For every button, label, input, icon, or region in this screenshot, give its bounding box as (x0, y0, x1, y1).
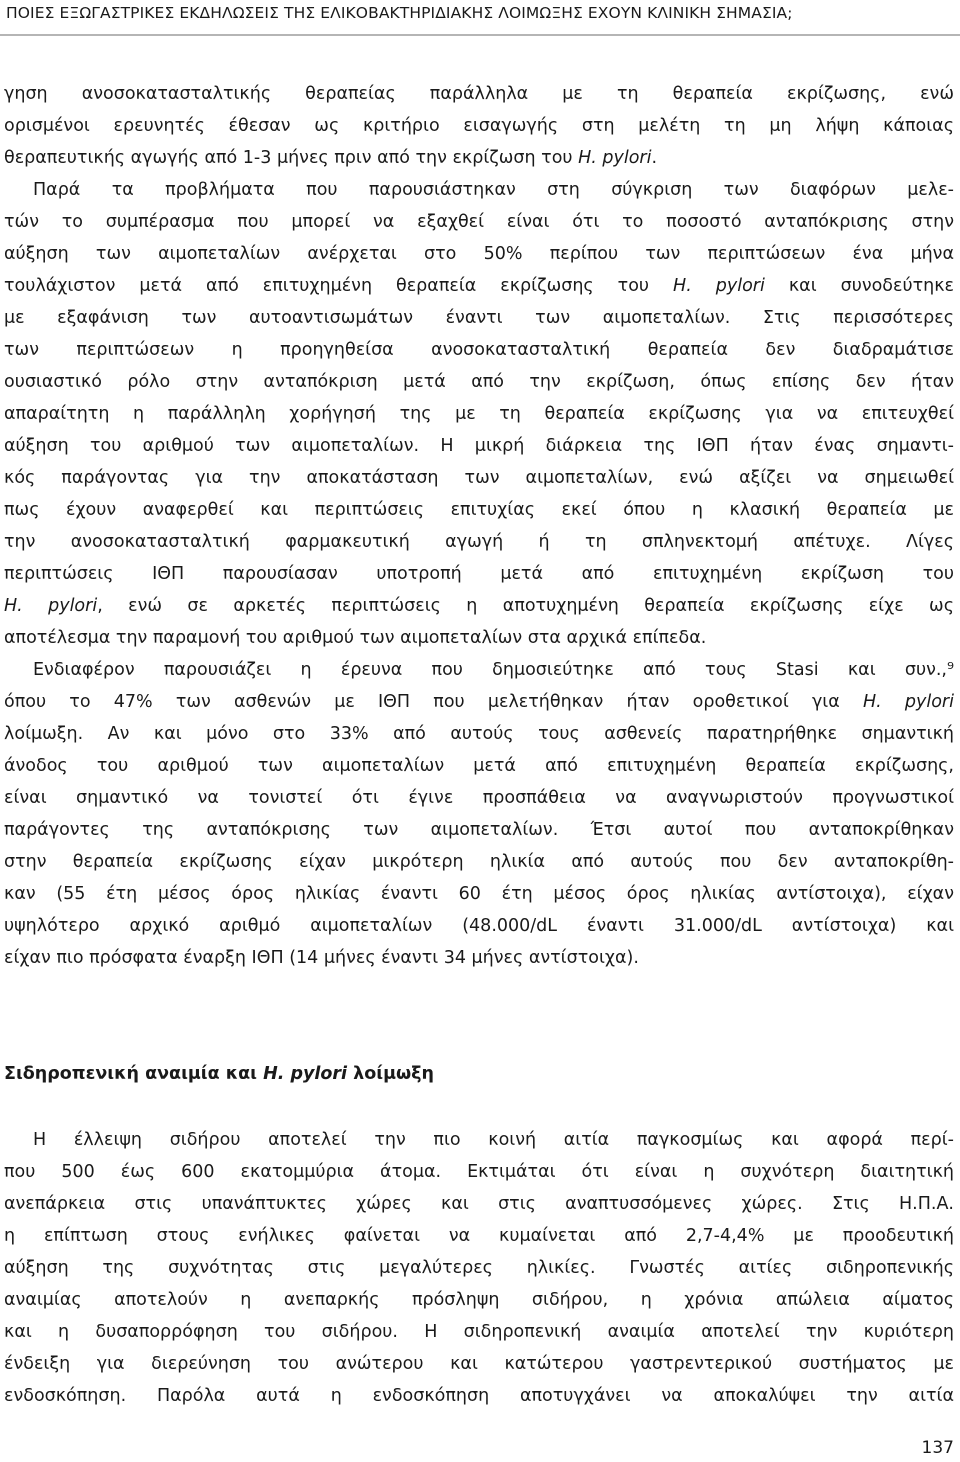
text-line: θεραπευτικής αγωγής από 1-3 μήνες πριν από την εκρίζωση του Η. pylori. (4, 148, 658, 168)
section-1-text (4, 78, 954, 974)
text-line: όπου το 47% των ασθενών με ΙΘΠ που μελετήθηκαν ήταν οροθετικοί για Η. pylori (4, 692, 954, 712)
text-line: η επίπτωση στους ενήλικες φαίνεται να κυμαίνεται από 2,7-4,4% με προοδευτική (4, 1226, 954, 1246)
text-line: γηση ανοσοκατασταλτικής θεραπείας παράλληλα με τη θεραπεία εκρίζωσης, ενώ (4, 84, 954, 104)
text-line: κός παράγοντας για την αποκατάσταση των αιμοπεταλίων, ενώ αξίζει να σημειωθεί (4, 468, 954, 488)
text-line: άνοδος του αριθμού των αιμοπεταλίων μετά από επιτυχημένη θεραπεία εκρίζωσης, (4, 756, 954, 776)
text-line: καν (55 έτη μέσος όρος ηλικίας έναντι 60 έτη μέσος όρος ηλικίας αντίστοιχα), είχαν (4, 884, 954, 904)
text-line: ορισμένοι ερευνητές έθεσαν ως κριτήριο εισαγωγής στη μελέτη τη μη λήψη κάποιας (4, 116, 954, 136)
text-line: και η δυσαπορρόφηση του σιδήρου. Η σιδηροπενική αναιμία αποτελεί την κυριότερη (4, 1322, 954, 1342)
page-number: 137 (921, 1438, 954, 1458)
text-line: Η. pylori, ενώ σε αρκετές περιπτώσεις η αποτυχημένη θεραπεία εκρίζωσης είχε ως (4, 596, 954, 616)
text-line: υψηλότερο αρχικό αριθμό αιμοπεταλίων (48.000/dL έναντι 31.000/dL αντίστοιχα) και (4, 916, 954, 936)
running-header: ΠΟΙΕΣ ΕΞΩΓΑΣΤΡΙΚΕΣ ΕΚΔΗΛΩΣΕΙΣ ΤΗΣ ΕΛΙΚΟΒΑΚΤΗΡΙΔΙΑΚΗΣ ΛΟΙΜΩΞΗΣ ΕΧΟΥΝ ΚΛΙΝΙΚΗ ΣΗΜΑΣΙΑ; (6, 4, 793, 22)
text-line: ουσιαστικό ρόλο στην ανταπόκριση μετά από την εκρίζωση, όπως επίσης δεν ήταν (4, 372, 954, 392)
text-line: περιπτώσεις ΙΘΠ παρουσίασαν υποτροπή μετά από επιτυχημένη εκρίζωση του (4, 564, 954, 584)
text-line: λοίμωξη. Αν και μόνο στο 33% από αυτούς τους ασθενείς παρατηρήθηκε σημαντική (4, 724, 954, 744)
text-line: αύξηση των αιμοπεταλίων ανέρχεται στο 50% περίπου των περιπτώσεων ένα μήνα (4, 244, 954, 264)
text-line: ανεπάρκεια στις υπανάπτυκτες χώρες και στις αναπτυσσόμενες χώρες. Στις Η.Π.Α. (4, 1194, 954, 1214)
text-line: τουλάχιστον μετά από επιτυχημένη θεραπεία εκρίζωσης του Η. pylori και συνοδεύτηκε (4, 276, 954, 296)
text-line: στην θεραπεία εκρίζωσης είχαν μικρότερη ηλικία από αυτούς που δεν ανταποκρίθη- (4, 852, 954, 872)
text-line: με εξαφάνιση των αυτοαντισωμάτων έναντι των αιμοπεταλίων. Στις περισσότερες (4, 308, 954, 328)
text-line: ένδειξη για διερεύνηση του ανώτερου και κατώτερου γαστρεντερικού συστήματος με (4, 1354, 954, 1374)
text-line: πως έχουν αναφερθεί και περιπτώσεις επιτυχίας εκεί όπου η κλασική θεραπεία με (4, 500, 954, 520)
text-line: είχαν πιο πρόσφατα έναρξη ΙΘΠ (14 μήνες έναντι 34 μήνες αντίστοιχα). (4, 948, 639, 968)
text-line: αύξηση του αριθμού των αιμοπεταλίων. Η μικρή διάρκεια της ΙΘΠ ήταν ένας σημαντι- (4, 436, 954, 456)
text-line: που 500 έως 600 εκατομμύρια άτομα. Εκτιμάται ότι είναι η συχνότερη διαιτητική (4, 1162, 954, 1182)
text-line: Ενδιαφέρον παρουσιάζει η έρευνα που δημοσιεύτηκε από τους Stasi και συν.,⁹ (33, 660, 954, 680)
text-line: ενδοσκόπηση. Παρόλα αυτά η ενδοσκόπηση αποτυγχάνει να αποκαλύψει την αιτία (4, 1386, 954, 1406)
text-line: Παρά τα προβλήματα που παρουσιάστηκαν στη σύγκριση των διαφόρων μελε- (33, 180, 954, 200)
section-2-text (4, 1124, 954, 1412)
text-line: παράγοντες της ανταπόκρισης των αιμοπεταλίων. Έτσι αυτοί που ανταποκρίθηκαν (4, 820, 954, 840)
text-line: τών το συμπέρασμα που μπορεί να εξαχθεί είναι ότι το ποσοστό ανταπόκρισης στην (4, 212, 954, 232)
text-line: είναι σημαντικό να τονιστεί ότι έγινε προσπάθεια να αναγνωριστούν προγνωστικοί (4, 788, 954, 808)
section-heading: Σιδηροπενική αναιμία και Η. pylori λοίμωξη (4, 1064, 434, 1084)
text-line: αποτέλεσμα την παραμονή του αριθμού των αιμοπεταλίων στα αρχικά επίπεδα. (4, 628, 707, 648)
header-divider (0, 34, 960, 36)
text-line: αύξηση της συχνότητας στις μεγαλύτερες ηλικίες. Γνωστές αιτίες σιδηροπενικής (4, 1258, 954, 1278)
text-line: των περιπτώσεων η προηγηθείσα ανοσοκατασταλτική θεραπεία δεν διαδραμάτισε (4, 340, 954, 360)
text-line: την ανοσοκατασταλτική φαρμακευτική αγωγή ή τη σπληνεκτομή απέτυχε. Λίγες (4, 532, 954, 552)
text-line: αναιμίας αποτελούν η ανεπαρκής πρόσληψη σιδήρου, η χρόνια απώλεια αίματος (4, 1290, 954, 1310)
text-line: απαραίτητη η παράλληλη χορήγησή της με τη θεραπεία εκρίζωσης για να επιτευχθεί (4, 404, 954, 424)
text-line: Η έλλειψη σιδήρου αποτελεί την πιο κοινή αιτία παγκοσμίως και αφορά περί- (33, 1130, 954, 1150)
